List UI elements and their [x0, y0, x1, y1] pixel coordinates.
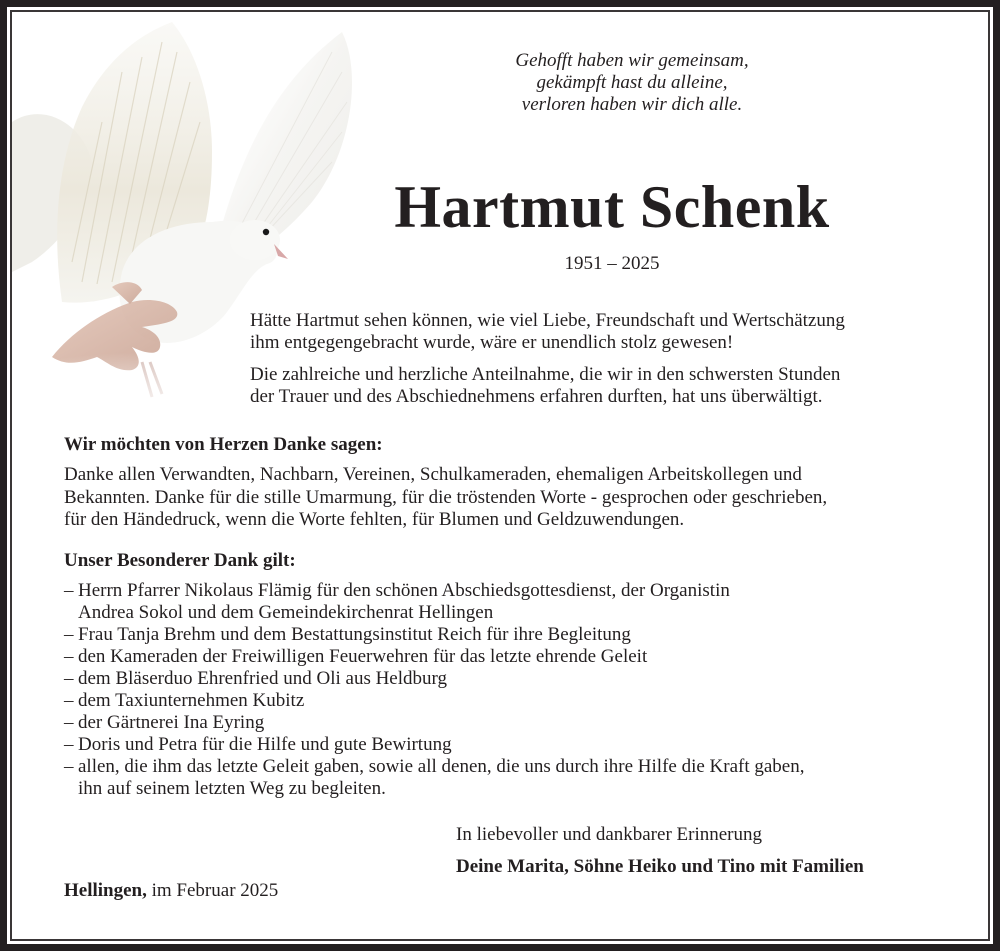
text-line: allen, die ihm das letzte Geleit gaben, sowie all denen, die uns durch ihre Hilfe die Kraft gaben, [78, 756, 805, 777]
motto-line: Gehofft haben wir gemeinsam, [515, 50, 749, 71]
obituary-frame-outer [7, 7, 993, 944]
special-thanks-list [64, 580, 964, 800]
dash-bullet: – [64, 580, 74, 601]
text-line: ihn auf seinem letzten Weg zu begleiten. [78, 778, 386, 799]
text-line: Bekannten. Danke für die stille Umarmung, für die tröstenden Worte - gesprochen oder geschrieben, [64, 486, 828, 508]
text-line: der Gärtnerei Ina Eyring [78, 712, 265, 733]
life-dates: 1951 – 2025 [564, 253, 660, 274]
text-line: Andrea Sokol und dem Gemeindekirchenrat Hellingen [78, 602, 494, 623]
date-text: im Februar 2025 [151, 880, 279, 901]
list-item [64, 668, 964, 690]
motto-line: gekämpft hast du alleine, [536, 72, 728, 93]
list-item [64, 690, 964, 712]
place-date [64, 880, 278, 902]
text-line: Danke allen Verwandten, Nachbarn, Vereinen, Schulkameraden, ehemaligen Arbeitskollegen und [64, 464, 802, 485]
section-heading: Wir möchten von Herzen Danke sagen: [64, 434, 383, 455]
deceased-name: Hartmut Schenk [394, 174, 830, 240]
dash-bullet: – [64, 712, 74, 733]
text-line: den Kameraden der Freiwilligen Feuerwehren für das letzte ehrende Geleit [78, 646, 648, 667]
dash-bullet: – [64, 690, 74, 711]
text-line: ihm entgegengebracht wurde, wäre er unendlich stolz gewesen! [250, 332, 734, 353]
special-thanks-section [64, 550, 964, 800]
dash-bullet: – [64, 624, 74, 645]
text-line: dem Bläserduo Ehrenfried und Oli aus Heldburg [78, 668, 448, 689]
list-item [64, 734, 964, 756]
intro-text [250, 310, 990, 418]
motto-verse [442, 50, 822, 116]
dash-bullet: – [64, 646, 74, 667]
text-line: Doris und Petra für die Hilfe und gute Bewirtung [78, 734, 452, 755]
text-line: dem Taxiunternehmen Kubitz [78, 690, 305, 711]
dash-bullet: – [64, 756, 74, 777]
place-name: Hellingen, [64, 880, 147, 901]
text-line: Die zahlreiche und herzliche Anteilnahme, die wir in den schwersten Stunden [250, 364, 841, 385]
text-line: Hätte Hartmut sehen können, wie viel Liebe, Freundschaft und Wertschätzung [250, 310, 845, 331]
family-signature: Deine Marita, Söhne Heiko und Tino mit Familien [456, 856, 864, 877]
list-item [64, 624, 964, 646]
general-thanks-text [64, 464, 964, 532]
list-item [64, 712, 964, 734]
remembrance-line: In liebevoller und dankbarer Erinnerung [456, 824, 762, 845]
intro-paragraph [250, 310, 990, 354]
text-line: Frau Tanja Brehm und dem Bestattungsinstitut Reich für ihre Begleitung [78, 624, 631, 645]
dash-bullet: – [64, 668, 74, 689]
dash-bullet: – [64, 734, 74, 755]
list-item [64, 580, 964, 624]
motto-line: verloren haben wir dich alle. [521, 94, 743, 115]
section-heading: Unser Besonderer Dank gilt: [64, 550, 296, 571]
list-item [64, 756, 964, 800]
obituary-card [10, 10, 990, 941]
list-item [64, 646, 964, 668]
text-line: der Trauer und des Abschiednehmens erfahren durften, hat uns überwältigt. [250, 386, 823, 407]
text-line: für den Händedruck, wenn die Worte fehlten, für Blumen und Geldzuwendungen. [64, 509, 685, 530]
general-thanks-section [64, 434, 964, 532]
closing-block [456, 824, 976, 878]
intro-paragraph [250, 364, 990, 408]
text-line: Herrn Pfarrer Nikolaus Flämig für den schönen Abschiedsgottesdienst, der Organistin [78, 580, 730, 601]
